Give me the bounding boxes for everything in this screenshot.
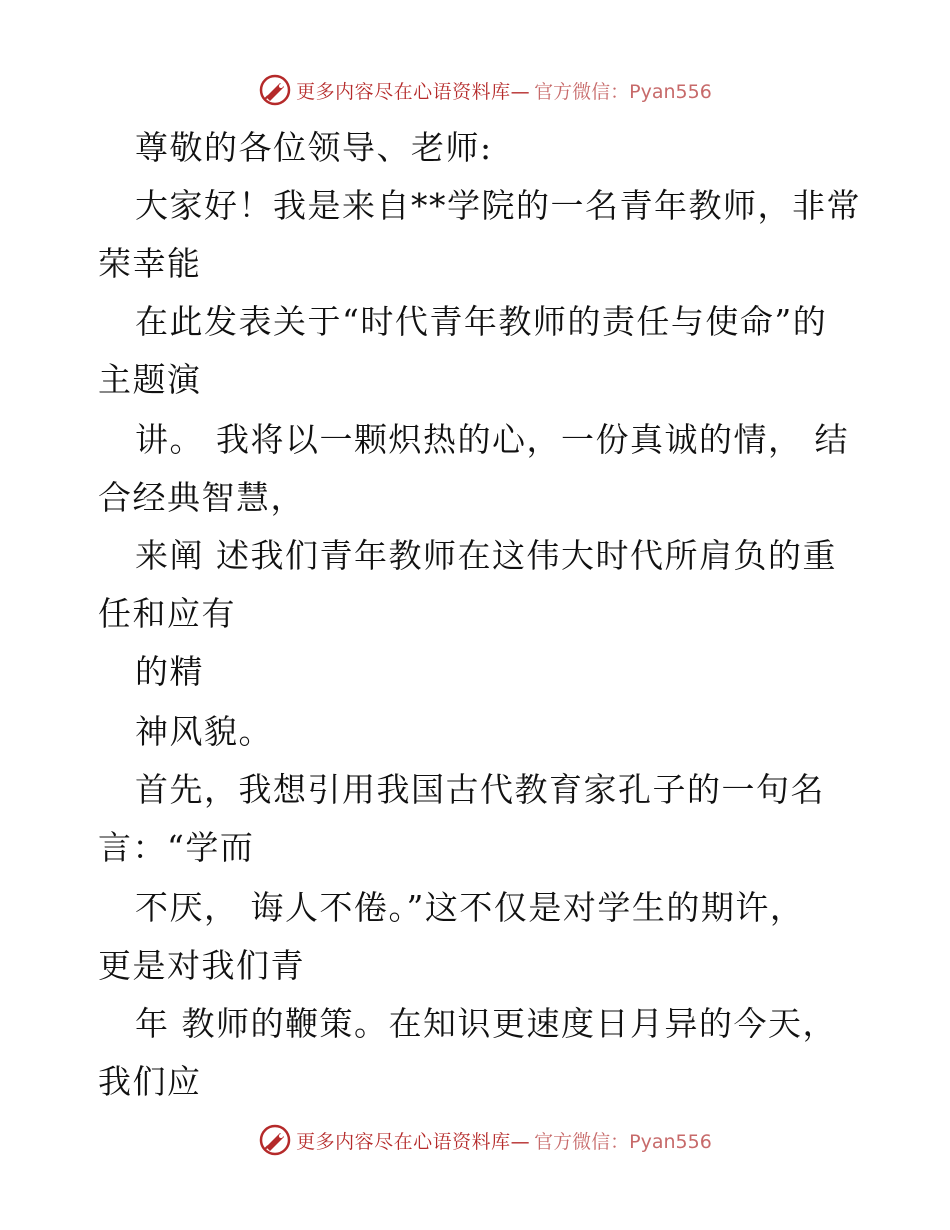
text-line: 的精 [135,652,204,691]
banner-wechat-text: 官方微信：Pyan556 [534,1130,712,1153]
banner-site-text: 更多内容尽在心语资料库— [296,1130,531,1153]
text-line: 合经典智慧， [98,478,305,517]
pen-nib-logo-icon [258,1123,292,1157]
footer-banner-content [258,1123,712,1157]
header-banner-content [258,73,712,107]
text-line: 年 教师的鞭策。在知识更速度日月异的今天， [135,1004,837,1043]
footer-banner [0,1120,950,1160]
text-line: 更是对我们青 [98,946,305,985]
text-line: 大家好！我是来自**学院的一名青年教师，非常 [135,186,861,225]
text-line: 来阐 述我们青年教师在这伟大时代所肩负的重 [135,536,837,575]
text-line: 在此发表关于“时代青年教师的责任与使命”的 [135,302,828,341]
banner-site-text: 更多内容尽在心语资料库— [296,80,531,103]
text-line: 任和应有 [98,594,236,633]
text-line: 荣幸能 [98,244,202,283]
text-line: 神风貌。 [135,712,273,751]
text-line: 讲。 我将以一颗炽热的心，一份真诚的情， 结 [135,420,849,459]
text-line: 尊敬的各位领导、老师: [135,128,493,167]
text-line: 首先，我想引用我国古代教育家孔子的一句名 [135,770,825,809]
pen-nib-logo-icon [258,73,292,107]
header-banner [0,70,950,110]
text-line: 主题演 [98,360,202,399]
text-line: 言：“学而 [98,828,255,867]
text-line: 我们应 [98,1062,202,1101]
banner-wechat-text: 官方微信：Pyan556 [534,80,712,103]
text-line: 不厌， 诲人不倦。”这不仅是对学生的期许， [135,888,805,927]
